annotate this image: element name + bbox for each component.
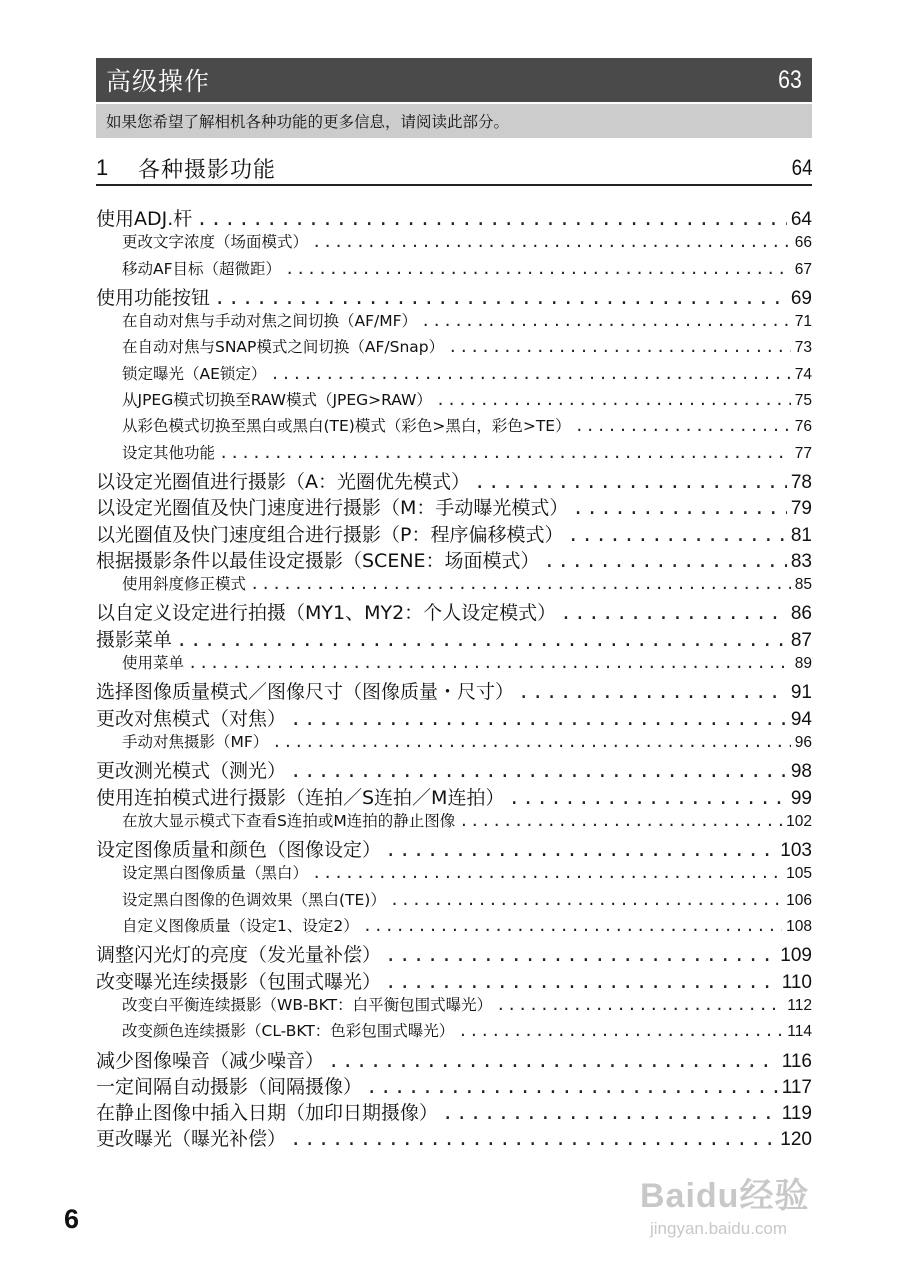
toc-entry-title: 根据摄影条件以最佳设定摄影（SCENE：场面模式） [96,549,540,572]
section-page: 63 [778,65,802,94]
toc-entry-title: 锁定曝光（AE锁定） [122,364,267,383]
toc-entry-page: 79 [790,498,812,520]
chapter-number: 1 [96,155,109,180]
toc-entry-page: 105 [786,865,812,883]
toc-leader-dots [272,733,790,751]
toc-entry-title: 更改曝光（曝光补偿） [96,1128,287,1151]
toc-entry [96,704,812,730]
toc-entry-title: 更改对焦模式（对焦） [96,707,287,730]
toc-entry-title: 从JPEG模式切换至RAW模式（JPEG>RAW） [122,391,432,410]
toc-entry-page: 86 [790,603,812,625]
section-banner [96,58,812,102]
toc-entry-title: 以自定义设定进行拍摄（MY1、MY2：个人设定模式） [96,602,557,625]
toc-entry [96,283,812,309]
toc-entry-page: 81 [790,524,812,546]
toc-leader-dots [290,760,787,782]
toc-entry [96,1072,812,1098]
toc-entry-page: 99 [790,787,812,809]
toc-entry-page: 108 [786,918,812,936]
toc-entry [96,520,812,546]
toc-leader-dots [567,524,786,546]
toc-leader-dots [474,471,787,493]
toc-entry-page: 74 [794,365,812,383]
toc-leader-dots [560,602,787,624]
toc-entry-title: 使用连拍模式进行摄影（连拍／S连拍／M连拍） [96,786,505,809]
toc-entry-page: 77 [794,444,812,462]
toc-entry [96,967,812,993]
toc-entry-page: 110 [781,971,812,993]
toc-leader-dots [496,996,783,1014]
toc-entry-title: 以设定光圈值及快门速度进行摄影（M：手动曝光模式） [96,497,569,520]
toc-entry-title: 减少图像噪音（减少噪音） [96,1049,325,1072]
toc-entry-page: 73 [794,339,812,357]
section-intro [96,104,812,138]
toc-entry-title: 以设定光圈值进行摄影（A：光圈优先模式） [96,470,470,493]
toc-entry [96,546,812,572]
toc-entry-title: 改变曝光连续摄影（包围式曝光） [96,970,382,993]
toc-entry-page: 112 [787,996,812,1014]
toc-entry [96,467,812,493]
toc-entry-title: 在静止图像中插入日期（加印日期摄像） [96,1102,439,1125]
toc-subentry [96,730,812,756]
table-of-contents [96,204,812,1151]
toc-entry-title: 使用斜度修正模式 [122,575,247,594]
toc-entry-page: 117 [781,1076,812,1098]
toc-entry-title: 在放大显示模式下查看S连拍或M连拍的静止图像 [122,811,456,830]
toc-entry-page: 64 [790,209,812,230]
toc-entry-title: 改变颜色连续摄影（CL-BKT：色彩包围式曝光） [122,1022,455,1041]
toc-entry-title: 移动AF目标（超微距） [122,259,282,278]
toc-leader-dots [385,839,776,861]
toc-leader-dots [250,575,791,593]
toc-entry-page: 91 [790,682,812,704]
toc-entry-title: 在自动对焦与手动对焦之间切换（AF/MF） [122,312,418,331]
toc-entry-page: 78 [790,471,812,493]
toc-entry [96,756,812,782]
toc-entry-page: 96 [794,733,812,751]
toc-entry [96,1124,812,1150]
toc-entry [96,1098,812,1124]
toc-entry-title: 在自动对焦与SNAP模式之间切换（AF/Snap） [122,338,445,357]
toc-leader-dots [385,971,778,993]
watermark [640,1168,870,1248]
toc-entry [96,677,812,703]
toc-leader-dots [459,812,782,830]
toc-leader-dots [328,1050,778,1072]
toc-leader-dots [390,891,782,909]
toc-subentry [96,572,812,598]
toc-entry-page: 76 [794,418,812,436]
chapter-heading [96,152,812,186]
toc-subentry [96,362,812,388]
toc-entry-title: 调整闪光灯的亮度（发光量补偿） [96,944,382,967]
toc-entry-title: 以光圈值及快门速度组合进行摄影（P：程序偏移模式） [96,523,564,546]
toc-subentry [96,993,812,1019]
toc-leader-dots [219,444,791,462]
toc-entry-page: 114 [787,1023,812,1041]
toc-leader-dots [518,681,787,703]
watermark-brand: Baidu经验 [640,1177,810,1215]
toc-subentry [96,914,812,940]
toc-entry-page: 75 [794,392,812,410]
toc-entry-page: 89 [794,655,812,673]
toc-subentry [96,388,812,414]
toc-entry-page: 66 [794,234,812,252]
toc-leader-dots [442,1102,778,1124]
toc-entry-page: 120 [780,1129,812,1151]
toc-entry-page: 69 [790,287,812,309]
toc-subentry [96,1019,812,1045]
toc-entry [96,835,812,861]
toc-leader-dots [575,417,791,435]
toc-entry-title: 摄影菜单 [96,628,173,651]
toc-entry-title: 使用功能按钮 [96,286,211,309]
toc-subentry [96,651,812,677]
toc-entry-title: 设定黑白图像的色调效果（黑白(TE)） [122,890,386,909]
toc-entry-title: 选择图像质量模式／图像尺寸（图像质量・尺寸） [96,681,515,704]
toc-subentry [96,335,812,361]
toc-leader-dots [363,917,782,935]
toc-subentry [96,230,812,256]
chapter-page: 64 [791,155,812,180]
toc-entry-title: 设定其他功能 [122,443,216,462]
toc-subentry [96,414,812,440]
section-intro-text: 如果您希望了解相机各种功能的更多信息，请阅读此部分。 [106,113,510,131]
toc-subentry [96,309,812,335]
toc-leader-dots [366,1076,778,1098]
toc-entry-page: 83 [790,550,812,572]
toc-subentry [96,257,812,283]
toc-leader-dots [312,864,782,882]
toc-leader-dots [458,1022,783,1040]
watermark-url: jingyan.baidu.com [650,1219,788,1238]
toc-entry [96,625,812,651]
toc-entry-title: 更改测光模式（测光） [96,760,287,783]
toc-leader-dots [176,629,787,651]
toc-entry-page: 87 [790,629,812,651]
toc-leader-dots [188,654,791,672]
toc-leader-dots [421,312,791,330]
toc-leader-dots [285,260,791,278]
toc-entry-page: 116 [781,1050,812,1072]
toc-leader-dots [290,1128,776,1150]
toc-entry-title: 改变白平衡连续摄影（WB-BKT：白平衡包围式曝光） [122,995,493,1014]
toc-entry-page: 85 [794,576,812,594]
toc-entry-page: 67 [794,260,812,278]
toc-leader-dots [448,338,791,356]
toc-entry-title: 从彩色模式切换至黑白或黑白(TE)模式（彩色>黑白，彩色>TE） [122,417,571,436]
toc-entry-page: 98 [790,761,812,783]
toc-entry [96,940,812,966]
toc-entry [96,493,812,519]
toc-leader-dots [290,708,787,730]
toc-entry-title: 更改文字浓度（场面模式） [122,233,309,252]
toc-entry-title: 自定义图像质量（设定1、设定2） [122,917,359,936]
toc-leader-dots [196,208,787,230]
toc-entry-page: 71 [794,313,812,331]
toc-entry-title: 设定黑白图像质量（黑白） [122,864,309,883]
toc-entry-page: 119 [781,1103,812,1125]
toc-leader-dots [572,497,786,519]
toc-leader-dots [436,391,791,409]
toc-subentry [96,441,812,467]
toc-entry-page: 102 [786,812,812,830]
toc-leader-dots [385,944,776,966]
toc-leader-dots [544,550,787,572]
toc-entry [96,204,812,230]
toc-subentry [96,861,812,887]
toc-entry-title: 使用ADJ.杆 [96,208,193,230]
toc-leader-dots [270,365,790,383]
toc-entry-title: 使用菜单 [122,654,185,673]
toc-subentry [96,888,812,914]
toc-entry-page: 103 [780,840,812,862]
toc-entry-title: 一定间隔自动摄影（间隔摄像） [96,1075,363,1098]
toc-entry-title: 手动对焦摄影（MF） [122,732,269,751]
chapter-title: 各种摄影功能 [138,157,277,183]
section-title: 高级操作 [106,67,211,96]
toc-leader-dots [214,287,787,309]
toc-subentry [96,809,812,835]
toc-entry-page: 106 [786,891,812,909]
toc-entry-title: 设定图像质量和颜色（图像设定） [96,839,382,862]
toc-entry [96,1046,812,1072]
toc-entry-page: 109 [780,945,812,967]
toc-entry-page: 94 [790,708,812,730]
toc-leader-dots [312,233,791,251]
toc-leader-dots [508,787,786,809]
toc-entry [96,783,812,809]
toc-entry [96,598,812,624]
page-number: 6 [64,1204,80,1234]
